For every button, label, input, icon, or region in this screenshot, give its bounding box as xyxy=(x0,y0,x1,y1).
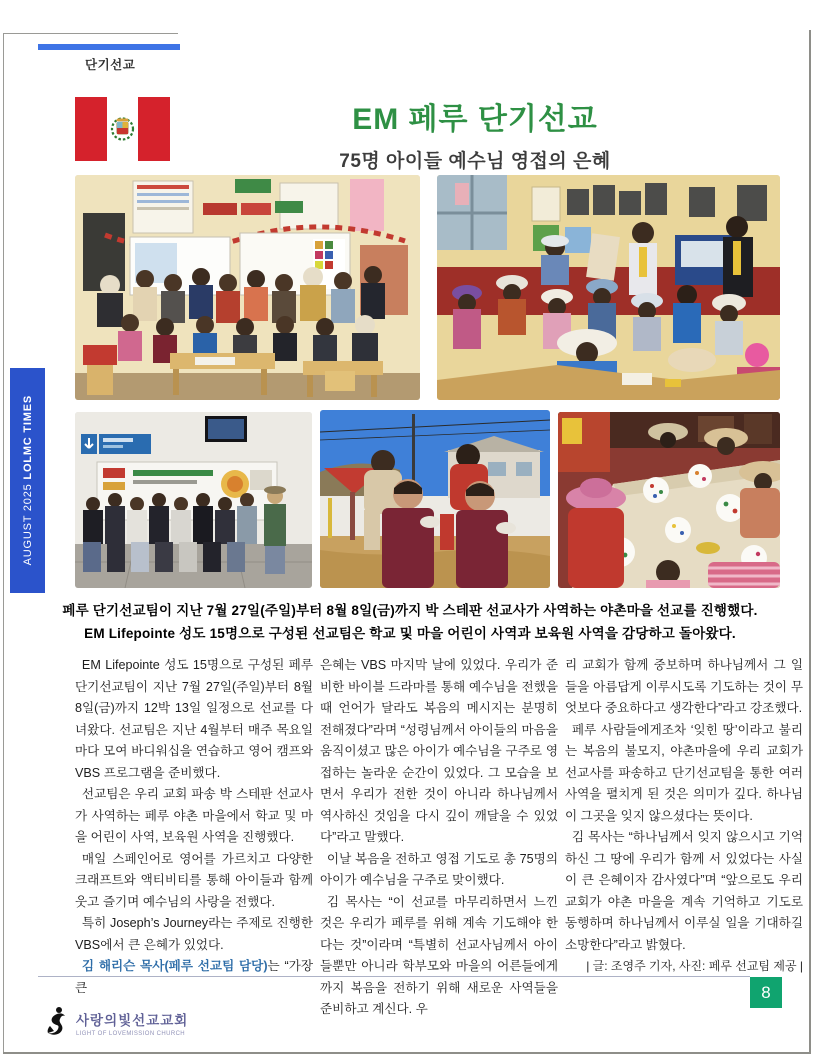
church-name: 사랑의빛선교교회 xyxy=(76,1013,189,1028)
classroom-activity-photo xyxy=(437,175,780,400)
article-lede xyxy=(40,599,780,645)
article-column-1 xyxy=(75,655,313,999)
issue-sidebar-text xyxy=(22,395,34,565)
footer-divider xyxy=(38,976,750,977)
paragraph: 이날 복음을 전하고 영접 기도로 총 75명의 아이가 예수님을 구주로 맞이했다. xyxy=(320,851,558,887)
church-logo xyxy=(44,1006,188,1037)
paragraph: 페루 사람들에게조차 ‘잊힌 땅’이라고 불리는 복음의 불모지, 야촌마을에 우리 교회가 선교사를 파송하고 단기선교팀을 통한 여러 사역을 펼치게 된 것은 의미가 깊다. 하나님이 그곳을 잊지 않으셨다는 뜻이다. xyxy=(565,722,803,823)
church-logo-icon xyxy=(44,1006,70,1036)
pastor-name-highlight: 김 해리슨 목사(페루 선교팀 담당) xyxy=(81,959,268,973)
piggyback-outdoor-photo xyxy=(320,410,550,588)
craft-table-photo xyxy=(558,412,780,588)
airport-team-photo xyxy=(75,412,312,588)
newsletter-brand: LOLMC TIMES xyxy=(21,395,34,480)
page-border-left xyxy=(3,33,4,1053)
byline: | 글: 조영주 기자, 사진: 페루 선교팀 제공 | xyxy=(586,959,803,973)
page-border-bottom xyxy=(3,1052,810,1054)
paragraph: 매일 스페인어로 영어를 가르치고 다양한 크래프트와 액티비티를 통해 아이들과 함께 웃고 즐기며 예수님의 사랑을 전했다. xyxy=(75,851,313,909)
peru-flag-icon xyxy=(75,97,170,161)
section-tab-label: 단기선교 xyxy=(85,58,136,72)
article-column-2 xyxy=(320,655,558,1021)
issue-date: AUGUST 2025 xyxy=(21,479,34,566)
issue-sidebar xyxy=(10,368,45,593)
header-titles xyxy=(180,94,770,173)
paragraph: 은혜는 VBS 마지막 날에 있었다. 우리가 준비한 바이블 드라마를 통해 예수님을 전했을 때 언어가 달라도 복음의 메시지는 분명히 전해졌다”라며 “성령님께서 아이들의 마음을 움직이셨고 많은 아이가 예수님을 구주로 영접하는 놀라운 순간이 있었다. 그 모습을 보면서 우리가 전한 것이 아니라 하나님께서 역사하신 것임을 다시 깊이 깨달을 수 있었다”라고 말했다. xyxy=(320,658,558,844)
paragraph: 김 목사는 “하나님께서 잊지 않으시고 기억하신 그 땅에 우리가 함께 서 있었다는 사실이 큰 은혜이자 감사였다”며 “앞으로도 우리 교회가 야촌 마을을 계속 기억하고 기도로 동행하며 하나님께서 이루실 일을 기대하길 소망한다”라고 밝혔다. xyxy=(565,830,803,952)
page-border-right xyxy=(809,30,811,1054)
church-name-block xyxy=(76,1006,188,1037)
section-accent-bar xyxy=(38,44,180,50)
page-number-badge: 8 xyxy=(750,977,782,1008)
paragraph: 리 교회가 함께 중보하며 하나님께서 그 일들을 아름답게 이루시도록 기도하는 것이 무엇보다 중요하다고 생각한다”라고 강조했다. xyxy=(565,658,803,715)
paragraph: 김 목사는 “이 선교를 마무리하면서 느낀 것은 우리가 페루를 위해 계속 기도해야 한다는 것”이라며 “특별히 선교사님께서 아이들뿐만 아니라 학부모와 마을의 어른들에게까지 복음을 전하기 위해 새로운 사역들을 준비하고 계신다. 우 xyxy=(320,894,558,1016)
paragraph: 선교팀은 우리 교회 파송 박 스테판 선교사가 사역하는 페루 야촌 마을에서 학교 및 마을 어린이 사역, 보육원 사역을 진행했다. xyxy=(75,787,313,844)
lede-line-1: 페루 단기선교팀이 지난 7월 27일(주일)부터 8월 8일(금)까지 박 스테판 선교사가 사역하는 야촌마을 선교를 진행했다. xyxy=(62,603,758,618)
page-title: EM 페루 단기선교 xyxy=(352,103,598,136)
paragraph: EM Lifepointe 성도 15명으로 구성된 페루 단기선교팀이 지난 7월 27일(주일)부터 8월 8일(금)까지 12박 13일 일정으로 선교를 다녀왔다. 선교팀은 지난 4월부터 매주 목요일마다 모여 바디워십을 연습하고 영어 캠프와 VBS 프로그램을 준비했다. xyxy=(75,658,313,780)
page-subtitle: 75명 아이들 예수님 영접의 은혜 xyxy=(339,151,611,172)
lede-line-2: EM Lifepointe 성도 15명으로 구성된 선교팀은 학교 및 마을 어린이 사역과 보육원 사역을 감당하고 돌아왔다. xyxy=(84,626,736,641)
article-column-3 xyxy=(565,655,803,978)
paragraph-text: 는 “가장 큰 xyxy=(75,959,313,995)
church-subtitle: LIGHT OF LOVEMISSION CHURCH xyxy=(76,1031,186,1037)
paragraph xyxy=(75,956,313,999)
paragraph: 특히 Joseph’s Journey라는 주제로 진행한 VBS에서 큰 은혜가 있었다. xyxy=(75,916,313,952)
classroom-group-photo xyxy=(75,175,420,400)
page-border-top xyxy=(3,33,178,34)
